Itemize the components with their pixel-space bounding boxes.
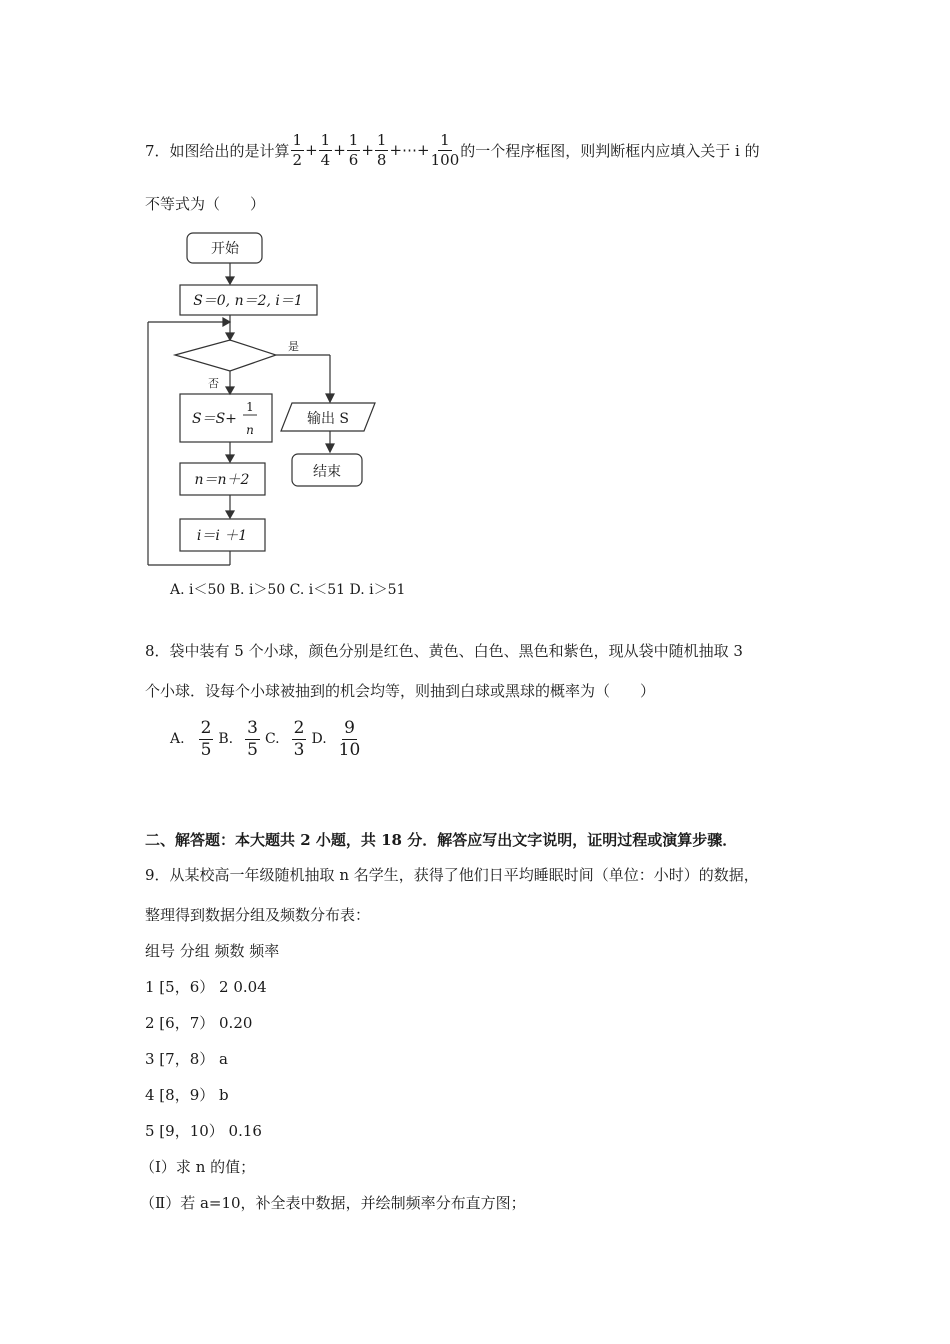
flow-output-label: 输出 S — [306, 411, 350, 427]
flow-update-i-label: i＝i ＋1 — [196, 528, 248, 544]
q9-row-4: 4 [8，9） b — [145, 1086, 229, 1104]
q7-line2: 不等式为（ ） — [145, 195, 266, 213]
q8-option-c-frac: $\frac{2}{3}$ — [293, 717, 305, 760]
q9-table-header: 组号 分组 频数 频率 — [145, 942, 280, 960]
q8-option-b-frac: $\frac{3}{5}$ — [247, 717, 258, 760]
q8-option-c-label: C. — [264, 731, 280, 747]
q9-line2: 整理得到数据分组及频数分布表： — [145, 906, 371, 924]
q9-part-2: （Ⅱ）若 a=10，补全表中数据，并绘制频率分布直方图； — [140, 1194, 526, 1212]
q7-term-1: $\frac{1}{2}$ — [292, 130, 303, 169]
q9-line1: 9．从某校高一年级随机抽取 n 名学生，获得了他们日平均睡眠时间（单位：小时）的数据， — [145, 866, 759, 884]
q8-line1: 8．袋中装有 5 个小球，颜色分别是红色、黄色、白色、黑色和紫色，现从袋中随机抽取 3 — [145, 642, 743, 660]
q8-option-a-frac: $\frac{2}{5}$ — [200, 717, 212, 760]
q9-part-1: （I）求 n 的值； — [140, 1158, 256, 1176]
q9-row-5: 5 [9，10） 0.16 — [145, 1122, 262, 1140]
flow-start-label: 开始 — [211, 241, 239, 257]
q7-term-2: $\frac{1}{4}$ — [320, 130, 331, 169]
flow-no-label: 否 — [208, 377, 219, 390]
q7-term-last: $\frac{1}{100}$ — [430, 130, 460, 169]
q9-row-2: 2 [6，7） 0.20 — [145, 1014, 253, 1032]
q7-flowchart — [140, 225, 390, 580]
flow-init-label: S＝0, n＝2, i＝1 — [193, 293, 303, 309]
q8-option-d-label: D. — [311, 731, 327, 747]
q7-prefix: 7．如图给出的是计算 — [145, 141, 290, 160]
flow-update-s-num: 1 — [246, 400, 254, 414]
q7-line1: 7．如图给出的是计算 $\frac{1}{2}$ + $\frac{1}{4}$ + $\frac{1}{6}$ + $\frac{1}{8}$ +⋯+ $\frac{1}{100}$ 的一个程序框图，则判断框内应填入关于 i 的 — [145, 130, 760, 169]
flow-update-n-label: n＝n＋2 — [194, 472, 250, 488]
section2-heading: 二、解答题：本大题共 2 小题，共 18 分．解答应写出文字说明，证明过程或演算步骤． — [145, 831, 738, 849]
q8-line2: 个小球．设每个小球被抽到的机会均等，则抽到白球或黑球的概率为（ ） — [145, 682, 656, 700]
q8-option-b-label: B. — [218, 731, 234, 747]
flow-update-s-den: n — [246, 423, 254, 437]
q7-term-4: $\frac{1}{8}$ — [376, 130, 387, 169]
flow-end-label: 结束 — [313, 464, 341, 480]
flow-decision-diamond — [175, 340, 276, 371]
flow-yes-label: 是 — [288, 340, 299, 353]
q8-option-d-frac: $\frac{9}{10}$ — [338, 717, 361, 760]
q8-options — [170, 717, 361, 761]
q7-options: A. i＜50 B. i＞50 C. i＜51 D. i＞51 — [170, 582, 406, 598]
q7-term-3: $\frac{1}{6}$ — [348, 130, 359, 169]
q9-row-3: 3 [7，8） a — [145, 1050, 228, 1068]
q7-suffix: 的一个程序框图，则判断框内应填入关于 i 的 — [460, 141, 760, 160]
flow-update-s-label: S＝S+ — [192, 411, 237, 427]
q8-option-a-label: A. — [170, 731, 185, 747]
q9-row-1: 1 [5，6） 2 0.04 — [145, 978, 267, 996]
